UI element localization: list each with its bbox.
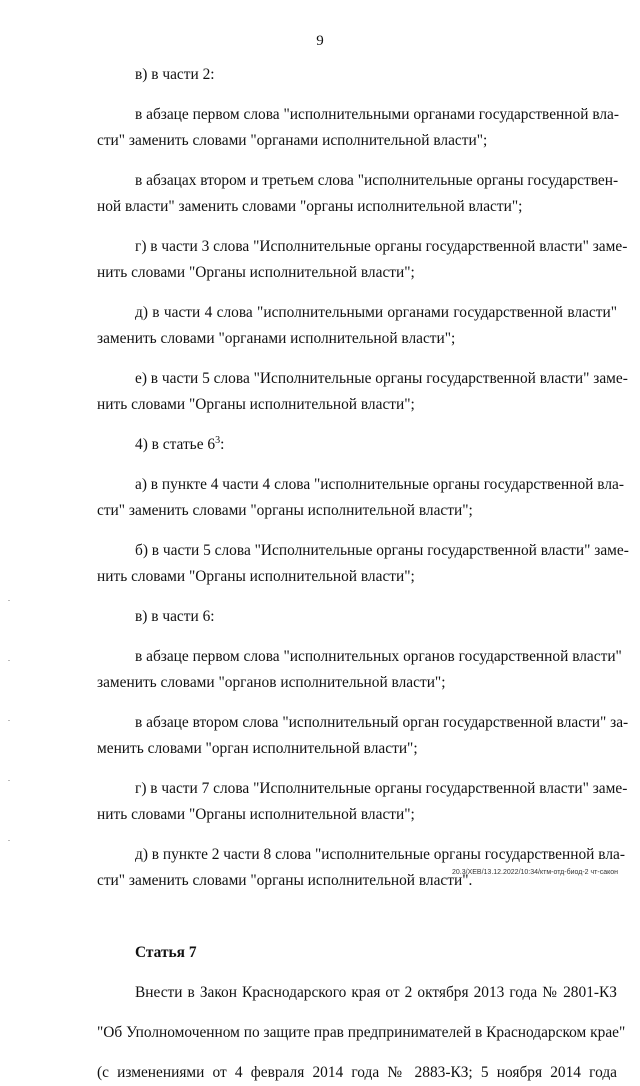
article-ref: 4) в статье 6 bbox=[135, 436, 216, 453]
document-body bbox=[97, 62, 629, 1086]
paragraph-line: (с изменениями от 4 февраля 2014 года № 2883-КЗ; 5 ноября 2014 года bbox=[97, 1064, 617, 1081]
paragraph-line: в абзаце первом слова "исполнительных органов государственной власти" bbox=[135, 648, 622, 665]
document-footer-code: 20.3/ХЕВ/13.12.2022/10:34/ктм-отд-биод-2 чт-сакон bbox=[452, 869, 618, 876]
paragraph-line: в абзацах втором и третьем слова "исполнительные органы государствен- bbox=[135, 172, 619, 189]
paragraph-line: е) в части 5 слова "Исполнительные органы государственной власти" заме- bbox=[135, 370, 628, 387]
paragraph-line: в) в части 2: bbox=[135, 66, 215, 83]
scan-margin-marks bbox=[8, 600, 12, 860]
article-heading: Статья 7 bbox=[135, 944, 197, 961]
paragraph-line: д) в пункте 2 части 8 слова "исполнительные органы государственной вла- bbox=[135, 846, 625, 863]
paragraph-line: нить словами "Органы исполнительной власти"; bbox=[97, 396, 415, 413]
paragraph-line: д) в части 4 слова "исполнительными органами государственной власти" bbox=[135, 304, 617, 321]
punctuation: : bbox=[220, 436, 225, 453]
paragraph-line: сти" заменить словами "органы исполнительной власти"; bbox=[97, 502, 473, 519]
paragraph-line: нить словами "Органы исполнительной власти"; bbox=[97, 264, 415, 281]
paragraph-line: в абзаце первом слова "исполнительными органами государственной вла- bbox=[135, 106, 620, 123]
paragraph-line: а) в пункте 4 части 4 слова "исполнительные органы государственной вла- bbox=[135, 476, 624, 493]
page-number: 9 bbox=[316, 33, 324, 49]
paragraph-line bbox=[97, 432, 617, 458]
paragraph-line: заменить словами "органов исполнительной власти"; bbox=[97, 674, 446, 691]
paragraph-line: в абзаце втором слова "исполнительный орган государственной власти" за- bbox=[135, 714, 629, 731]
paragraph-line: г) в части 3 слова "Исполнительные органы государственной власти" заме- bbox=[135, 238, 628, 255]
paragraph-line: заменить словами "органами исполнительной власти"; bbox=[97, 330, 456, 347]
superscript: 3 bbox=[215, 435, 221, 446]
paragraph-line: "Об Уполномоченном по защите прав предпринимателей в Краснодарском крае" bbox=[97, 1024, 626, 1041]
paragraph-line: ной власти" заменить словами "органы исполнительной власти"; bbox=[97, 198, 523, 215]
paragraph-line: в) в части 6: bbox=[135, 608, 215, 625]
paragraph-line: б) в части 5 слова "Исполнительные органы государственной власти" заме- bbox=[135, 542, 629, 559]
paragraph-line: нить словами "Органы исполнительной власти"; bbox=[97, 806, 415, 823]
paragraph-line: г) в части 7 слова "Исполнительные органы государственной власти" заме- bbox=[135, 780, 628, 797]
paragraph-line: Внести в Закон Краснодарского края от 2 октября 2013 года № 2801-КЗ bbox=[135, 984, 617, 1001]
paragraph-line: менить словами "орган исполнительной власти"; bbox=[97, 740, 418, 757]
paragraph-line: сти" заменить словами "органы исполнительной власти". bbox=[97, 872, 473, 889]
paragraph-line: сти" заменить словами "органами исполнительной власти"; bbox=[97, 132, 488, 149]
paragraph-line: нить словами "Органы исполнительной власти"; bbox=[97, 568, 415, 585]
